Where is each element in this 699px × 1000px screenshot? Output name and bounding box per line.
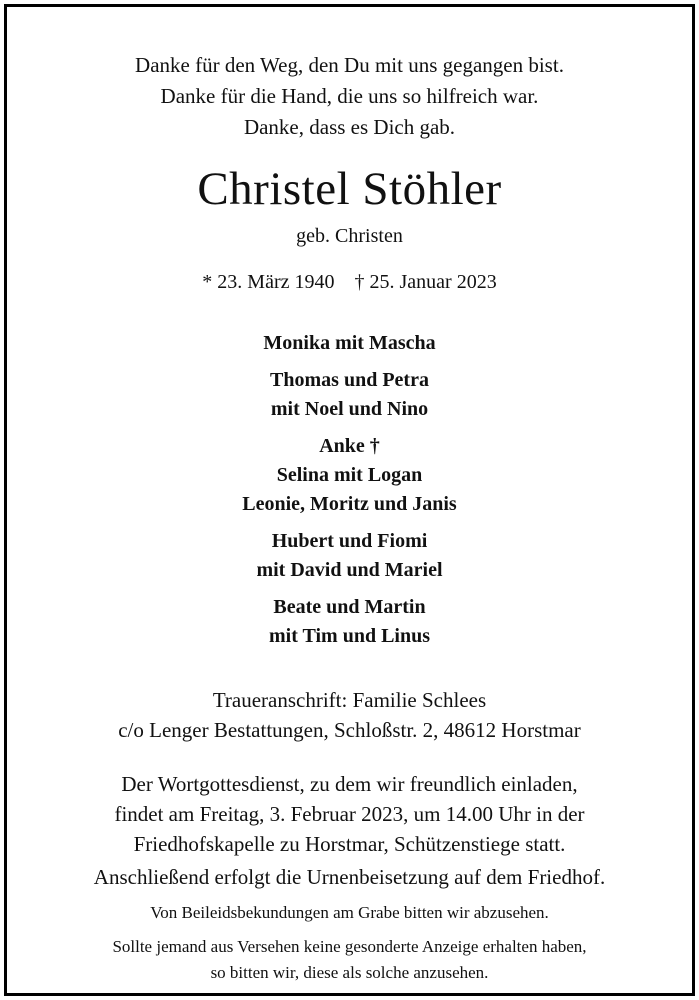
mourners-list (7, 329, 692, 659)
mourner-group (7, 366, 692, 424)
condolence-note: Von Beileidsbekundungen am Grabe bitten wir abzusehen. (150, 903, 549, 922)
service-announcement (7, 769, 692, 859)
mourner-line: Hubert und Fiomi (271, 530, 428, 552)
poem-line: Danke für den Weg, den Du mit uns gegangen bist. (135, 53, 564, 77)
life-dates (7, 268, 692, 296)
service-line: Der Wortgottesdienst, zu dem wir freundlich einladen, (121, 772, 578, 796)
mourner-line: mit Tim und Linus (268, 625, 430, 647)
mourner-line: Thomas und Petra (270, 369, 429, 391)
address-line: c/o Lenger Bestattungen, Schloßstr. 2, 48612 Horstmar (118, 718, 581, 742)
mourner-line: Anke † (319, 435, 380, 457)
mourner-line: Monika mit Mascha (263, 332, 436, 354)
service-line: findet am Freitag, 3. Februar 2023, um 14.00 Uhr in der (114, 802, 585, 826)
birth-name: geb. Christen (296, 225, 403, 247)
poem-line: Danke für die Hand, die uns so hilfreich war. (160, 84, 539, 108)
mourner-group (7, 329, 692, 358)
mourner-line: mit Noel und Nino (270, 398, 429, 420)
mourning-address (7, 685, 692, 745)
address-line: Traueranschrift: Familie Schlees (212, 688, 487, 712)
burial-note: Anschließend erfolgt die Urnenbeisetzung auf dem Friedhof. (93, 865, 606, 889)
notice-line: Sollte jemand aus Versehen keine gesonderte Anzeige erhalten haben, (112, 937, 587, 956)
deceased-name: Christel Stöhler (197, 163, 502, 215)
mourner-group (7, 432, 692, 519)
birth-date: * 23. März 1940 (202, 271, 335, 293)
mourner-line: Selina mit Logan (276, 464, 423, 486)
service-line: Friedhofskapelle zu Horstmar, Schützenstiege statt. (133, 832, 566, 856)
mourner-group (7, 527, 692, 585)
death-date: † 25. Januar 2023 (354, 271, 497, 293)
mourner-line: Leonie, Moritz und Janis (242, 493, 457, 515)
notice-text (7, 934, 692, 986)
mourner-group (7, 593, 692, 651)
memorial-poem (7, 50, 692, 143)
mourner-line: Beate und Martin (273, 596, 426, 618)
mourner-line: mit David und Mariel (256, 559, 443, 581)
obituary-notice (4, 4, 695, 996)
notice-line: so bitten wir, diese als solche anzusehen. (210, 963, 489, 982)
poem-line: Danke, dass es Dich gab. (243, 115, 456, 139)
